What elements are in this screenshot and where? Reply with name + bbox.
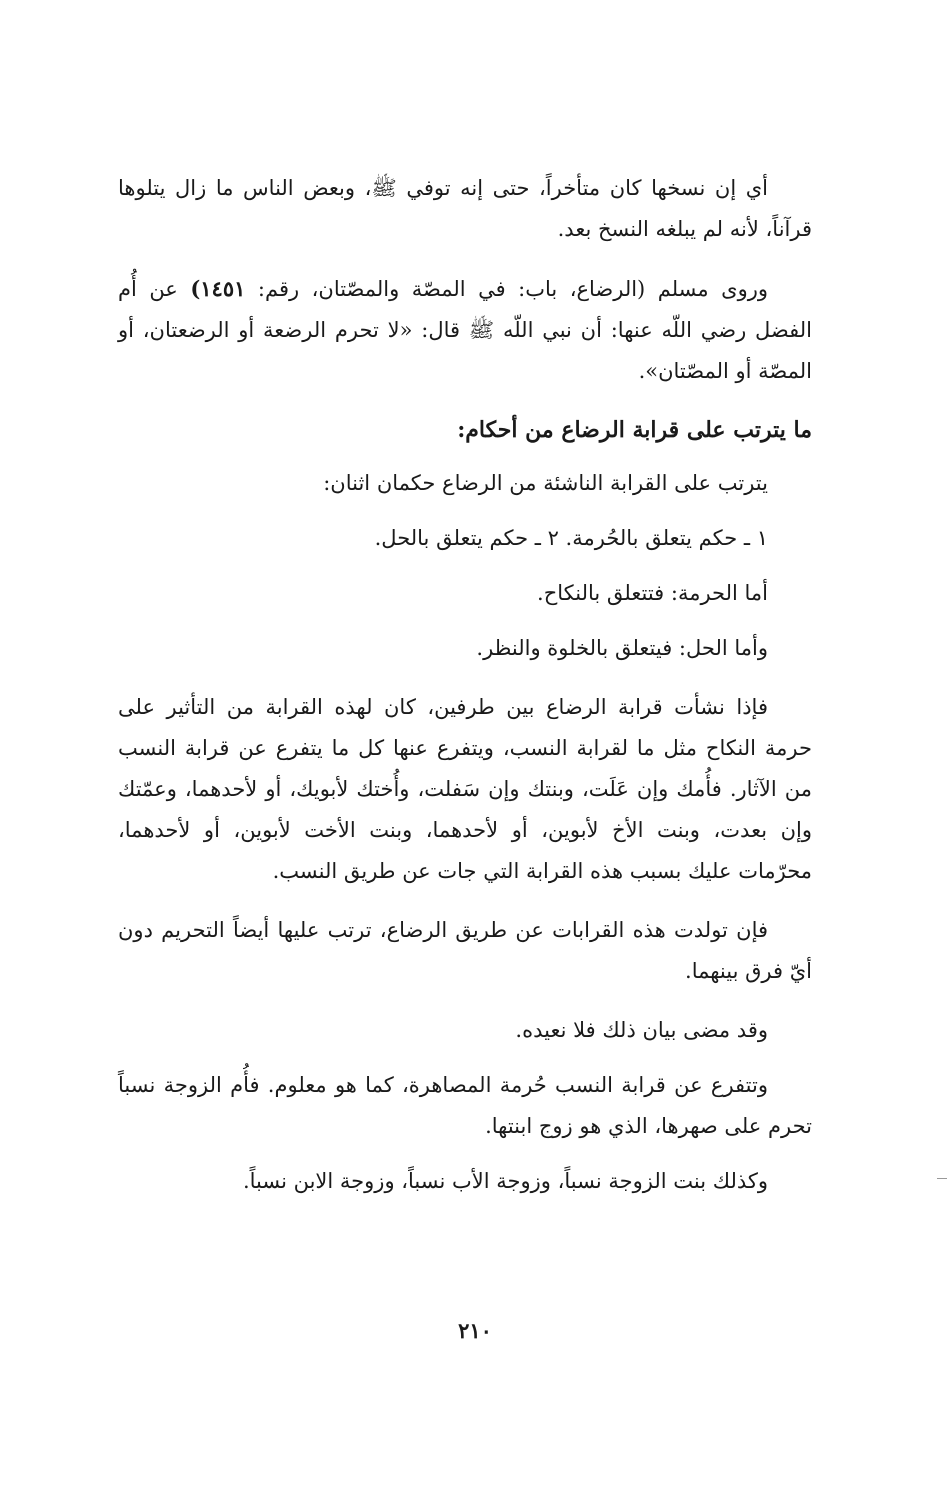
paragraph-permission: وأما الحل: فيتعلق بالخلوة والنظر. [476, 636, 768, 660]
paragraph-nursing-kinship: فإن تولدت هذه القرابات عن طريق الرضاع، ترتب عليها أيضاً التحريم دون أيّ فرق بينهما. [118, 918, 812, 983]
paragraph-prohibition: أما الحرمة: فتتعلق بالنكاح. [537, 581, 768, 605]
paragraph-two-rulings: يترتب على القرابة الناشئة من الرضاع حكمان اثنان: [323, 471, 768, 495]
paragraph-already-explained: وقد مضى بيان ذلك فلا نعيده. [515, 1018, 768, 1042]
paragraph-hadith-muslim [118, 268, 812, 392]
paragraph-kinship-effects: فإذا نشأت قرابة الرضاع بين طرفين، كان لهذه القرابة من التأثير على حرمة النكاح مثل ما لقرابة النسب، ويتفرع عنها كل ما يتفرع عن قرابة النسب من الآثار. فأُمك وإن عَلَت، وبنتك وإن سَفلت، وأُختك لأبويك، أو لأحدهما، وعمّتك وإن بعدت، وبنت الأخ لأبوين، أو لأحدهما، وبنت الأخت لأبوين، أو لأحدهما، محرّمات عليك بسبب هذه القرابة التي جات عن طريق النسب. [118, 695, 812, 883]
margin-mark [937, 1178, 947, 1179]
hadith-text: عن أُم الفضل رضي اللّه عنها: أن نبي اللّه ﷺ قال: «لا تحرم الرضعة أو الرضعتان، أو المصّة أو المصّتان». [118, 277, 812, 383]
page-body [118, 168, 812, 1220]
page-number: ٢١٠ [458, 1318, 492, 1343]
paragraph-stepdaughter: وكذلك بنت الزوجة نسباً، وزوجة الأب نسباً، وزوجة الابن نسباً. [242, 1169, 768, 1193]
section-heading: ما يترتب على قرابة الرضاع من أحكام: [457, 417, 812, 443]
hadith-source: وروى مسلم (الرضاع، باب: في المصّة والمصّتان، رقم: [257, 277, 768, 301]
paragraph-in-laws: وتتفرع عن قرابة النسب حُرمة المصاهرة، كما هو معلوم. فأُم الزوجة نسباً تحرم على صهرها، الذي هو زوج ابنتها. [118, 1073, 812, 1138]
paragraph-abrogation: أي إن نسخها كان متأخراً، حتى إنه توفي ﷺ، وبعض الناس ما زال يتلوها قرآناً، لأنه لم يبلغه النسخ بعد. [118, 176, 812, 241]
hadith-number: ١٤٥١) [190, 276, 246, 301]
paragraph-rulings-list: ١ ـ حكم يتعلق بالحُرمة. ٢ ـ حكم يتعلق بالحل. [374, 526, 768, 550]
